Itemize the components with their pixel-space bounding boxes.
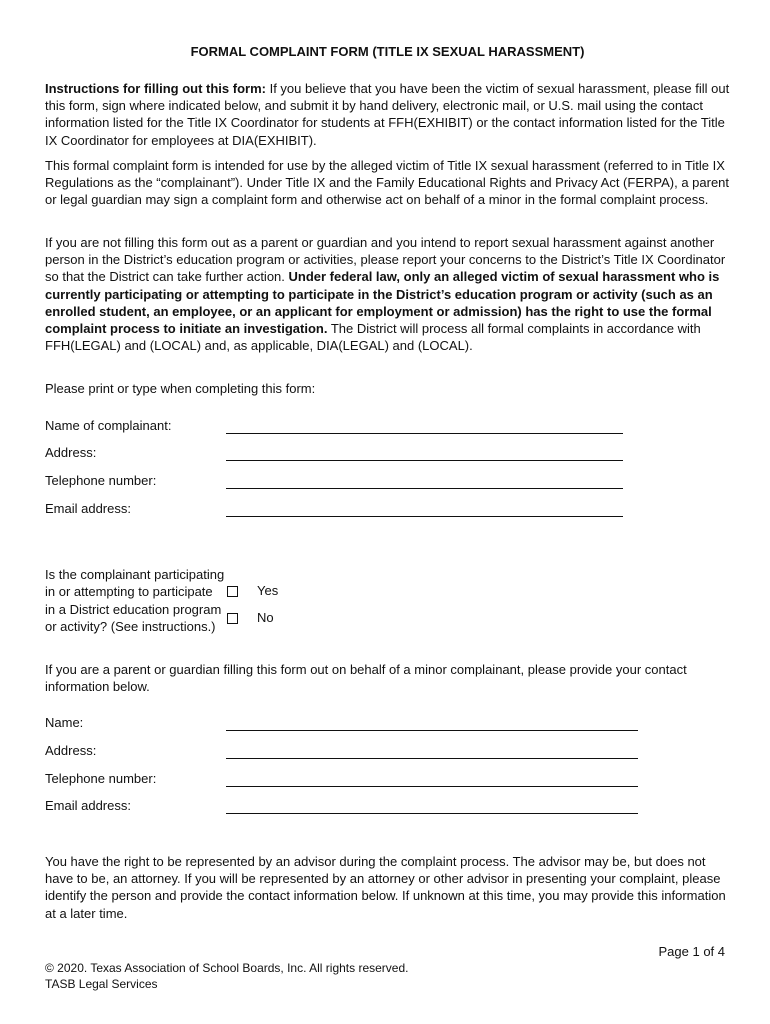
complainant-phone-label: Telephone number: bbox=[45, 473, 157, 488]
complainant-email-field[interactable] bbox=[226, 516, 623, 517]
participation-question: Is the complainant participating in or attempting to participate in a District education program or activity? (See instructions.) bbox=[45, 567, 225, 634]
form-title: FORMAL COMPLAINT FORM (TITLE IX SEXUAL HARASSMENT) bbox=[190, 44, 585, 59]
parent-name-label: Name: bbox=[45, 715, 84, 730]
yes-label: Yes bbox=[257, 583, 279, 598]
complainant-phone-field[interactable] bbox=[226, 488, 623, 489]
parent-address-label: Address: bbox=[45, 743, 97, 758]
instructions-paragraph bbox=[45, 80, 730, 149]
federal-law-bold-text: Under federal law, only an alleged victim of sexual harassment who is currently participating or attempting to participate in the District’s education program or activity (such as an enrolled student, an employee, or an applicant for employment or admission) has the right to use the formal complaint process to initiate an investigation. bbox=[45, 269, 720, 337]
instructions-lead: Instructions for filling out this form: bbox=[45, 81, 266, 96]
print-note: Please print or type when completing this form: bbox=[45, 381, 316, 396]
complainant-name-row bbox=[45, 418, 730, 436]
parent-name-field[interactable] bbox=[226, 730, 638, 731]
no-label: No bbox=[257, 610, 274, 625]
legal-services-line: TASB Legal Services bbox=[45, 977, 158, 991]
complainant-phone-row bbox=[45, 473, 730, 491]
parent-phone-label: Telephone number: bbox=[45, 771, 157, 786]
parent-email-label: Email address: bbox=[45, 798, 131, 813]
intended-use-paragraph: This formal complaint form is intended for use by the alleged victim of Title IX sexual harassment (referred to in Title IX Regulations as the “complainant”). Under Title IX and the Family Educational Rights and Privacy Act (FERPA), a parent or legal guardian may sign a complaint form and otherwise act on behalf of a minor in the formal complaint process. bbox=[45, 158, 730, 208]
yes-checkbox[interactable] bbox=[227, 586, 238, 597]
complainant-email-row bbox=[45, 501, 730, 519]
not-parent-text-1: If you are not filling this form out as a parent or guardian and you intend to report sexual harassment against another person in the District’s education program or activities, please report your concerns to the District’s Title IX Coordinator so that the District can take further action. bbox=[45, 235, 726, 285]
not-parent-text-2: The District will process all formal complaints in accordance with FFH(LEGAL) and (LOCAL) and, as applicable, DIA(LEGAL) and (LOCAL). bbox=[45, 321, 701, 354]
parent-address-field[interactable] bbox=[226, 758, 638, 759]
parent-phone-field[interactable] bbox=[226, 786, 638, 787]
not-parent-paragraph bbox=[45, 234, 730, 354]
complainant-email-label: Email address: bbox=[45, 501, 131, 516]
footer bbox=[45, 960, 408, 992]
complainant-address-row bbox=[45, 445, 730, 463]
page-number: Page 1 of 4 bbox=[658, 944, 725, 959]
instructions-text: If you believe that you have been the victim of sexual harassment, please fill out this form, sign where indicated below, and submit it by hand delivery, electronic mail, or U.S. mail using the contact information listed for the Title IX Coordinator for students at FFH(EXHIBIT) or the contact information listed for the Title IX Coordinator for employees at DIA(EXHIBIT). bbox=[45, 81, 730, 148]
no-checkbox[interactable] bbox=[227, 613, 238, 624]
parent-email-row bbox=[45, 798, 730, 816]
complainant-name-field[interactable] bbox=[226, 433, 623, 434]
parent-name-row bbox=[45, 715, 730, 733]
copyright-line: © 2020. Texas Association of School Boards, Inc. All rights reserved. bbox=[45, 961, 409, 975]
parent-note: If you are a parent or guardian filling this form out on behalf of a minor complainant, please provide your contact information below. bbox=[45, 662, 687, 695]
complainant-address-label: Address: bbox=[45, 445, 97, 460]
complainant-address-field[interactable] bbox=[226, 460, 623, 461]
complainant-name-label: Name of complainant: bbox=[45, 418, 172, 433]
advisor-paragraph: You have the right to be represented by an advisor during the complaint process. The advisor may be, but does not have to be, an attorney. If you will be represented by an attorney or other advisor in presenting your complaint, please identify the person and provide the contact information below. If unknown at this time, you may provide this information at a later time. bbox=[45, 854, 726, 921]
parent-address-row bbox=[45, 743, 730, 761]
parent-phone-row bbox=[45, 771, 730, 789]
parent-email-field[interactable] bbox=[226, 813, 638, 814]
